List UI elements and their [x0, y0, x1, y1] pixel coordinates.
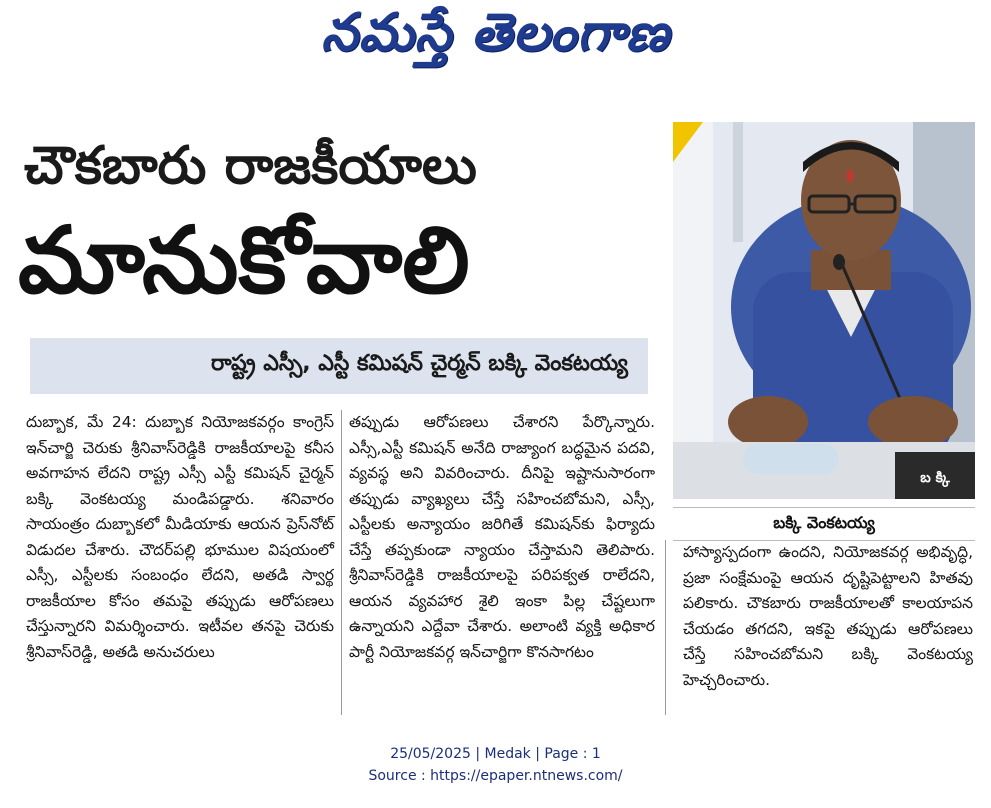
article-photo [673, 122, 975, 499]
nameplate-text: బ క్కి [920, 470, 950, 486]
column-divider [665, 540, 666, 715]
article-column-2 [349, 410, 655, 665]
masthead-title: నమస్తే తెలంగాణ [321, 2, 670, 63]
footer-source: Source : https://epaper.ntnews.com/ [368, 768, 623, 784]
article-column-3 [683, 540, 973, 693]
footer-date-edition: 25/05/2025 | Medak | Page : 1 [390, 746, 601, 762]
headline-line-1: చౌకబారు రాజకీయాలు [24, 136, 477, 196]
article-column-1 [26, 410, 334, 665]
column-3-text: హాస్యాస్పదంగా ఉందని, నియోజకవర్గ అభివృద్ధి, ప్రజా సంక్షేమంపై ఆయన దృష్టిపెట్టాలని హితవు పలికారు. చౌకబారు రాజకీయాలతో కాలయాపన చేయడం తగదని, ఇకపై తప్పుడు ఆరోపణలు చేస్తే సహించబోమని బక్కి వెంకటయ్య హెచ్చరించారు. [683, 543, 973, 689]
column-1-text: దుబ్బాక, మే 24: దుబ్బాక నియోజకవర్గం కాంగ్రెస్ ఇన్‌చార్జి చెరుకు శ్రీనివాస్‌రెడ్డికి రాజకీయాలపై కనీస అవగాహన లేదని రాష్ట్ర ఎస్సీ ఎస్టీ కమిషన్ చైర్మన్ బక్కి వెంకటయ్య మండిపడ్డారు. శనివారం సాయంత్రం దుబ్బాకలో మీడియాకు ఆయన ప్రెస్‌నోట్ విడుదల చేశారు. చౌదర్‌పల్లి భూముల విషయంలో ఎస్సీ, ఎస్టీలకు సంబంధం లేదని, అతడి స్వార్థ రాజకీయాల కోసం తమపై తప్పుడు ఆరోపణలు చేస్తున్నారని విమర్శించారు. ఇటీవల తనపై చెరుకు శ్రీనివాస్‌రెడ్డి, అతడి అనుచరులు [26, 413, 334, 661]
subheadline-band [30, 338, 648, 394]
column-2-text: తప్పుడు ఆరోపణలు చేశారని పేర్కొన్నారు. ఎస్సీ,ఎస్టీ కమిషన్ అనేది రాజ్యాంగ బద్ధమైన పదవి, వ్యవస్థ అని వివరించారు. దీనిపై ఇష్టానుసారంగా తప్పుడు వ్యాఖ్యలు చేస్తే సహించబోమని, ఎస్సీ, ఎస్టీలకు అన్యాయం జరిగితే కమిషన్‌కు ఫిర్యాదు చేస్తే తప్పకుండా న్యాయం చేస్తామని తెలిపారు. శ్రీనివాస్‌రెడ్డికి రాజకీయాలపై పరిపక్వత రాలేదని, ఆయన వ్యవహార శైలి ఇంకా పిల్ల చేష్టలుగా ఉన్నాయని ఎద్దేవా చేశారు. అలాంటి వ్యక్తి అధికార పార్టీ నియోజకవర్గ ఇన్‌చార్జిగా కొనసాగటం [349, 413, 655, 661]
subheadline: రాష్ట్ర ఎస్సీ, ఎస్టీ కమిషన్ చైర్మన్ బక్కి వెంకటయ్య [211, 351, 628, 376]
masthead [0, 0, 991, 78]
column-divider [341, 410, 342, 715]
photo-caption: బక్కి వెంకటయ్య [673, 507, 975, 541]
headline-line-2: మానుకోవాలి [18, 207, 470, 314]
